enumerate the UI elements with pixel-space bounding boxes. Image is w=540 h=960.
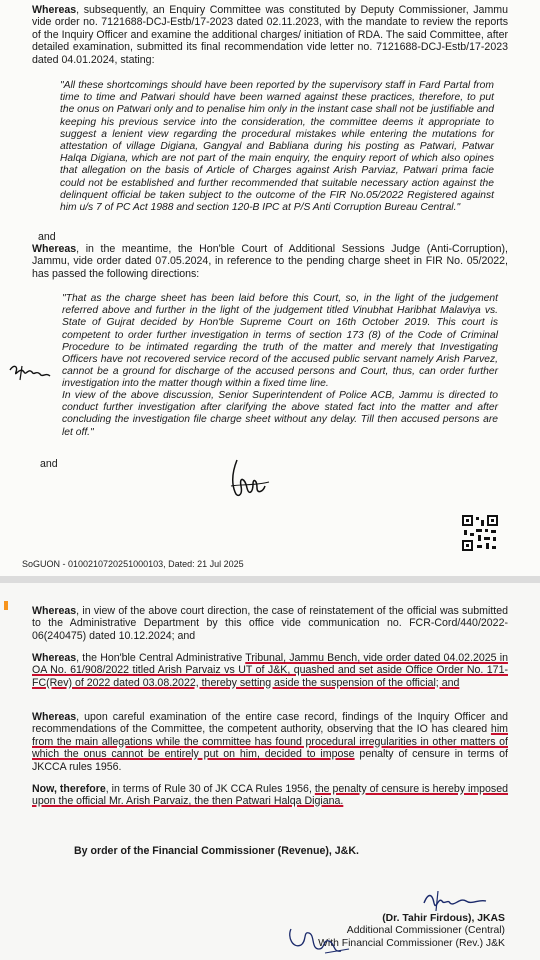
and-connector-1: and [38,231,56,243]
underlined-text: Tribunal, Jammu Bench, vide order dated 04.02.2025 in OA No. 61/908/2022 titled Arish Parvaiz vs UT of J&K, quashed and set aside Office Order No. 171-FC(Rev) of 2022 dated 03.08.2022, thereby setting aside the suspension of the official; and [32,652,508,689]
quote-court-direction-2: In view of the above discussion, Senior Superintendent of Police ACB, Jammu is directed to conduct further investigation after clarifying the above stated fact into the matter and after concluding the investigation file charge sheet without any delay. Till then accused persons are let off." [62,390,498,438]
signatory-office: With Financial Commissioner (Rev.) J&K [318,937,505,949]
qr-code [462,515,498,551]
quote-court-direction: "That as the charge sheet has been laid before this Court, so, in the light of the judgement referred above and further in the light of the judgement titled Vinubhat Haribhat Malaviya vs. State of Gujrat decided by Hon'ble Supreme Court on 16th October 2019. This court is competent to order further investigation in terms of section 173 (8) of the Code of Criminal Procedure to be intimated regarding the truth of the matter and merely that Investigating Officers have not recovered service record of the accused public servant namely Arish Parvez, cannot be a ground for discharge of the accused persons and Court, thus, can order further investigation into the matter though within a fixed time line. [62,293,498,390]
paragraph-enquiry-committee [32,4,508,66]
signatory-title: Additional Commissioner (Central) [346,925,505,937]
underlined-text: the penalty of censure is hereby imposed upon the official Mr. Arish Parvaiz, the then Patwari Halqa Digiana. [32,783,509,808]
signatory-signature [420,889,490,915]
paragraph-text: penalty of censure in terms of JKCCA rules 1956. [32,748,508,773]
page-edge-marker [4,601,8,610]
signatory-name: (Dr. Tahir Firdous), JKAS [382,913,505,924]
paragraph-sessions-court [32,243,508,280]
and-connector-2: and [40,458,58,470]
paragraph-text: , subsequently, an Enquiry Committee was constituted by Deputy Commissioner, Jammu vide order no. 7121688-DCJ-Estb/17-2023 dated 02.11.2023, with the mandate to review the reports of the Inquiry Officer and examine the additional charges/ initiation of RDA. The said Committee, after detailed examination, submitted its final recommendation vide letter no. 7121688-DCJ-Estb/17-2023 dated 04.01.2024, stating: [32,4,508,66]
margin-initials-signature [8,362,54,386]
order-authority-line: By order of the Financial Commissioner (Revenue), J&K. [74,845,359,857]
lead-word: Whereas [32,711,77,723]
document-page-2 [0,583,540,960]
officer-signature [225,456,275,504]
lead-word: Whereas [32,243,77,255]
paragraph-penalty-decision [32,783,508,808]
paragraph-cat-order [32,652,508,689]
lead-word: Whereas [32,4,77,16]
paragraph-text: , upon careful examination of the entire case record, findings of the Inquiry Officer and recommendations of the Committee, the competent authority, observing that the IO has cleared [32,711,508,736]
lead-word: Now, therefore [32,783,106,795]
paragraph-reinstatement [32,605,508,642]
underlined-text: him from the main allegations while the committee has found procedural irregularities in other matters of which the onus cannot be entirely put on him, decided to impose [32,723,508,761]
paragraph-examination [32,711,508,773]
document-reference-footer: SoGUON - 0100210720251000103, Dated: 21 Jul 2025 [22,559,244,569]
paragraph-text: , in the meantime, the Hon'ble Court of Additional Sessions Judge (Anti-Corruption), Jammu, vide order dated 07.05.2024, in reference to the pending charge sheet in FIR No. 05/2022, has passed the following directions: [32,243,508,280]
quote-committee-recommendation: "All these shortcomings should have been reported by the supervisory staff in Fard Partal from time to time and Patwari should have been warned against these practices, therefore, to put the onus on Patwari only and to penalise him only in the instant case shall not be justifiable and keeping his previous service into the consideration, the committee deems it appropriate to suggest a lenient view regarding the procedural mistakes while entering the mutations for attestation of village Digiana, Gangyal and Babliana during his posting as Patwari, Patwar Halqa Digiana, which are not part of the main enquiry, the enquiry report of which also opines that allegation on the basis of Article of Charges against Arish Parviaz, Patwari prima facie could not be established and further recommended that suitable necessary action against the delinquent official be taken subject to the outcome of the FIR No.05/2022 Registered against him u/s 7 of PC Act 1988 and section 120-B IPC at P/S Anti Corruption Bureau Central." [60,80,494,214]
lead-word: Whereas [32,652,77,664]
lead-word: Whereas [32,605,77,617]
attestation-scribble [285,919,355,959]
paragraph-text: , the Hon'ble Central Administrative [76,652,246,664]
paragraph-text: , in view of the above court direction, the case of reinstatement of the official was submitted to the Administrative Department by this office vide communication no. FCR-Cord/440/2022-06(240475) dated 10.12.2024; and [32,605,508,642]
paragraph-text: , in terms of Rule 30 of JK CCA Rules 1956, [105,783,315,795]
